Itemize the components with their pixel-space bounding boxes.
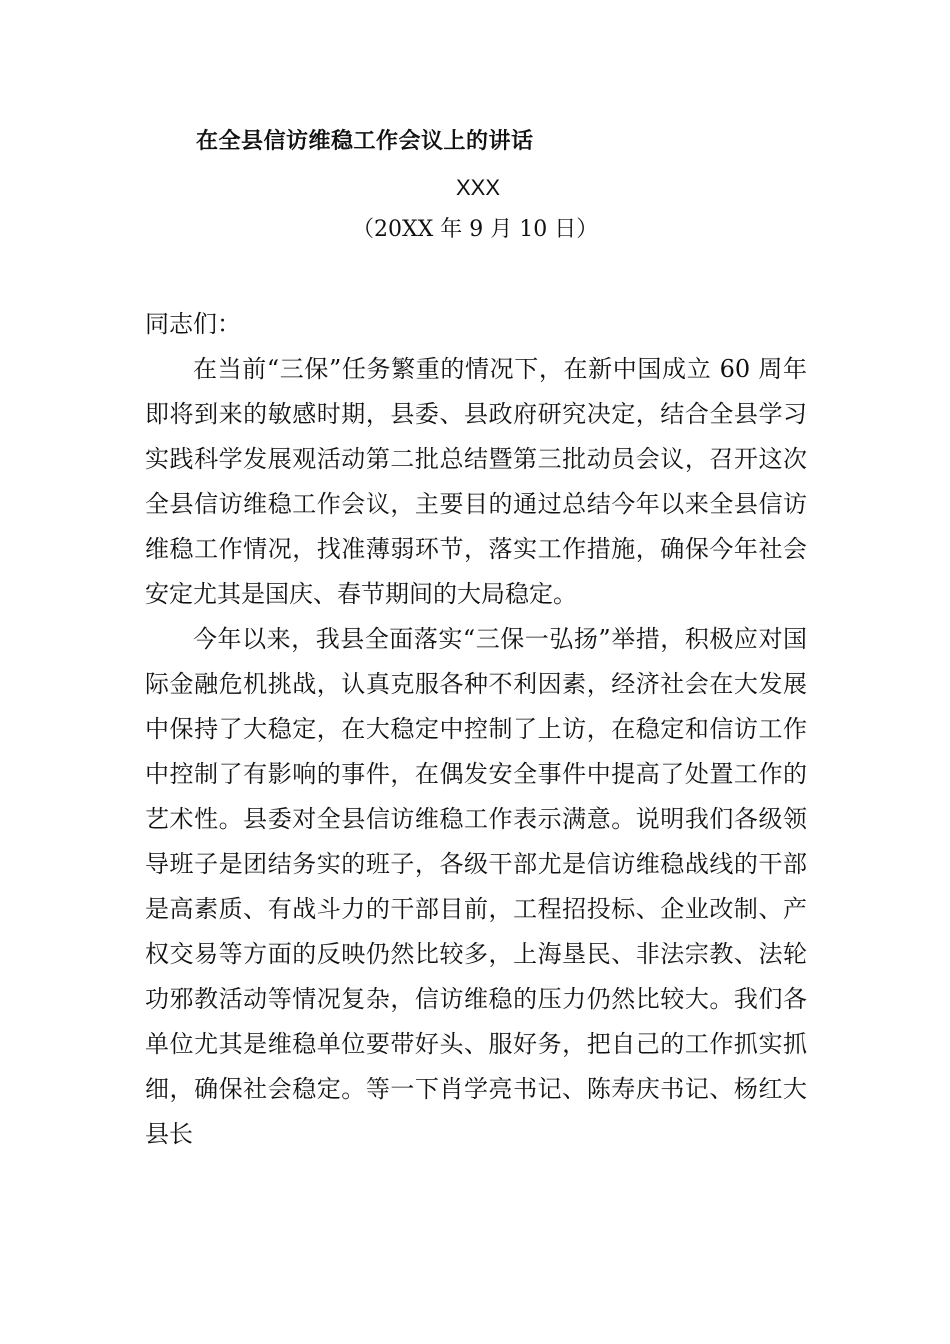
- document-body: [145, 302, 807, 1157]
- speech-date: （20XX 年 9 月 10 日）: [352, 217, 599, 242]
- salutation: 同志们：: [145, 310, 241, 338]
- body-paragraph: 今年以来，我县全面落实“三保一弘扬”举措，积极应对国际金融危机挑战，认真克服各种不利因素，经济社会在大发展中保持了大稳定，在大稳定中控制了上访，在稳定和信访工作中控制了有影响的事件，在偶发安全事件中提高了处置工作的艺术性。县委对全县信访维稳工作表示满意。说明我们各级领导班子是团结务实的班子，各级干部尤是信访维稳战线的干部是高素质、有战斗力的干部目前，工程招投标、企业改制、产权交易等方面的反映仍然比较多，上海垦民、非法宗教、法轮功邪教活动等情况复杂，信访维稳的压力仍然比较大。我们各单位尤其是维稳单位要带好头、服好务，把自己的工作抓实抓细，确保社会稳定。等一下肖学亮书记、陈寿庆书记、杨红大县长: [145, 625, 807, 1148]
- author-name: XXX: [456, 175, 501, 200]
- body-paragraph: 在当前“三保”任务繁重的情况下，在新中国成立 60 周年即将到来的敏感时期，县委、县政府研究决定，结合全县学习实践科学发展观活动第二批总结暨第三批动员会议，召开这次全县信访维稳工作会议，主要目的通过总结今年以来全县信访维稳工作情况，找准薄弱环节，落实工作措施，确保今年社会安定尤其是国庆、春节期间的大局稳定。: [145, 355, 807, 608]
- document-title: 在全县信访维稳工作会议上的讲话: [196, 129, 534, 154]
